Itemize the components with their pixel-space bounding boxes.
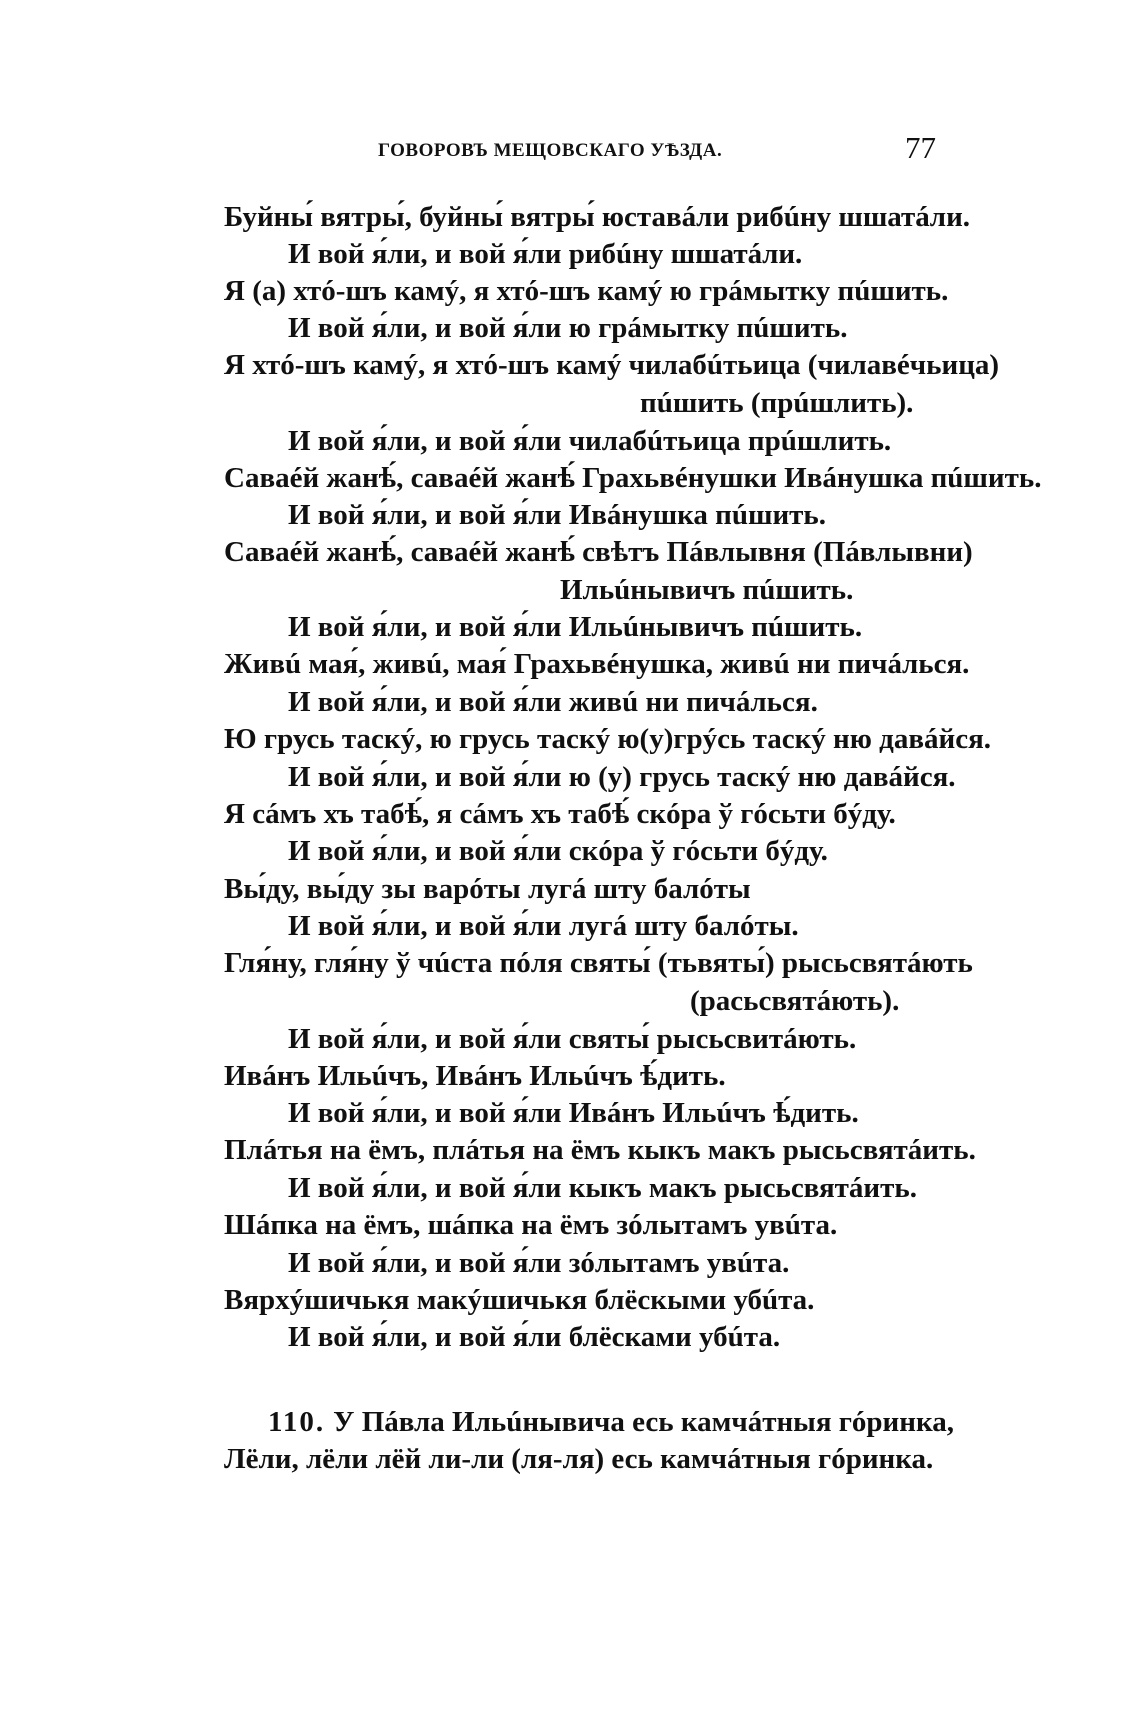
refrain-line: И вой я́ли, и вой я́ли лугá шту балóты.: [288, 910, 799, 942]
refrain-line: И вой я́ли, и вой я́ли Ивáнъ Ильúчъ ѣ́дить.: [288, 1097, 859, 1129]
song-110-line1-text: У Пáвла Ильúнывича есь камчáтныя гóринка,: [333, 1406, 954, 1438]
verse-line-continuation: пúшить (прúшлить).: [640, 387, 914, 419]
verse-line: Саваéй жанѣ́, саваéй жанѣ́ свѣтъ Пáвлывня (Пáвлывни): [224, 536, 973, 568]
verse-line: Шáпка на ёмъ, шáпка на ёмъ зóлытамъ увúта.: [224, 1209, 838, 1241]
verse-line: Я (а) хтó-шъ камý, я хтó-шъ камý ю грáмытку пúшить.: [224, 275, 949, 307]
song-110-first-line: [268, 1405, 954, 1439]
verse-line-continuation: (расьсвятáють).: [690, 985, 900, 1017]
refrain-line: И вой я́ли, и вой я́ли Ивáнушка пúшить.: [288, 499, 826, 531]
verse-line: Буйны́ вятры́, буйны́ вятры́ юставáли рибúну шшатáли.: [224, 201, 971, 233]
verse-line: Я хтó-шъ камý, я хтó-шъ камý чилабúтьица (чилавéчьица): [224, 349, 1000, 381]
refrain-line: И вой я́ли, и вой я́ли скóра ў гóсьти бýду.: [288, 835, 828, 867]
verse-line: Вярхýшичькя макýшичькя блёскыми убúта.: [224, 1284, 815, 1316]
song-110-second-line: Лёли, лёли лёй ли-ли (ля-ля) есь камчáтныя гóринка.: [224, 1443, 934, 1475]
refrain-line: И вой я́ли, и вой я́ли кыкъ макъ рысьсвятáить.: [288, 1172, 917, 1204]
verse-line-continuation: Ильúнывичъ пúшить.: [560, 574, 854, 606]
running-header-title: ГОВОРОВЪ МЕЩОВСКАГО УѢЗДА.: [378, 140, 723, 161]
verse-line: Я сáмъ хъ табѣ́, я сáмъ хъ табѣ́ скóра ў гóсьти бýду.: [224, 798, 896, 830]
verse-line: Плáтья на ёмъ, плáтья на ёмъ кыкъ макъ рысьсвятáить.: [224, 1134, 976, 1166]
refrain-line: И вой я́ли, и вой я́ли зóлытамъ увúта.: [288, 1247, 790, 1279]
song-number: 110.: [268, 1406, 326, 1438]
refrain-line: И вой я́ли, и вой я́ли ю грáмытку пúшить.: [288, 312, 848, 344]
refrain-line: И вой я́ли, и вой я́ли чилабúтьица прúшлить.: [288, 425, 892, 457]
refrain-line: И вой я́ли, и вой я́ли блёсками убúта.: [288, 1321, 781, 1353]
verse-line: Гля́ну, гля́ну ў чúста пóля святы́ (тьвяты́) рысьсвятáють: [224, 947, 973, 979]
verse-line: Ивáнъ Ильúчъ, Ивáнъ Ильúчъ ѣ́дить.: [224, 1060, 726, 1092]
refrain-line: И вой я́ли, и вой я́ли Ильúнывичъ пúшить.: [288, 611, 863, 643]
refrain-line: И вой я́ли, и вой я́ли святы́ рысьсвитáють.: [288, 1023, 857, 1055]
verse-line: Вы́ду, вы́ду зы варóты лугá шту балóты: [224, 873, 751, 905]
verse-line: Живú мая́, живú, мая́ Грахьвéнушка, живú ни пичáлься.: [224, 648, 970, 680]
page-number: 77: [905, 130, 936, 165]
verse-line: Саваéй жанѣ́, саваéй жанѣ́ Грахьвéнушки Ивáнушка пúшить.: [224, 462, 1042, 494]
refrain-line: И вой я́ли, и вой я́ли живú ни пичáлься.: [288, 686, 818, 718]
refrain-line: И вой я́ли, и вой я́ли ю (у) грусь таскý ню давáйся.: [288, 761, 956, 793]
refrain-line: И вой я́ли, и вой я́ли рибúну шшатáли.: [288, 238, 803, 270]
verse-line: Ю грусь таскý, ю грусь таскý ю(у)грýсь таскý ню давáйся.: [224, 723, 992, 755]
